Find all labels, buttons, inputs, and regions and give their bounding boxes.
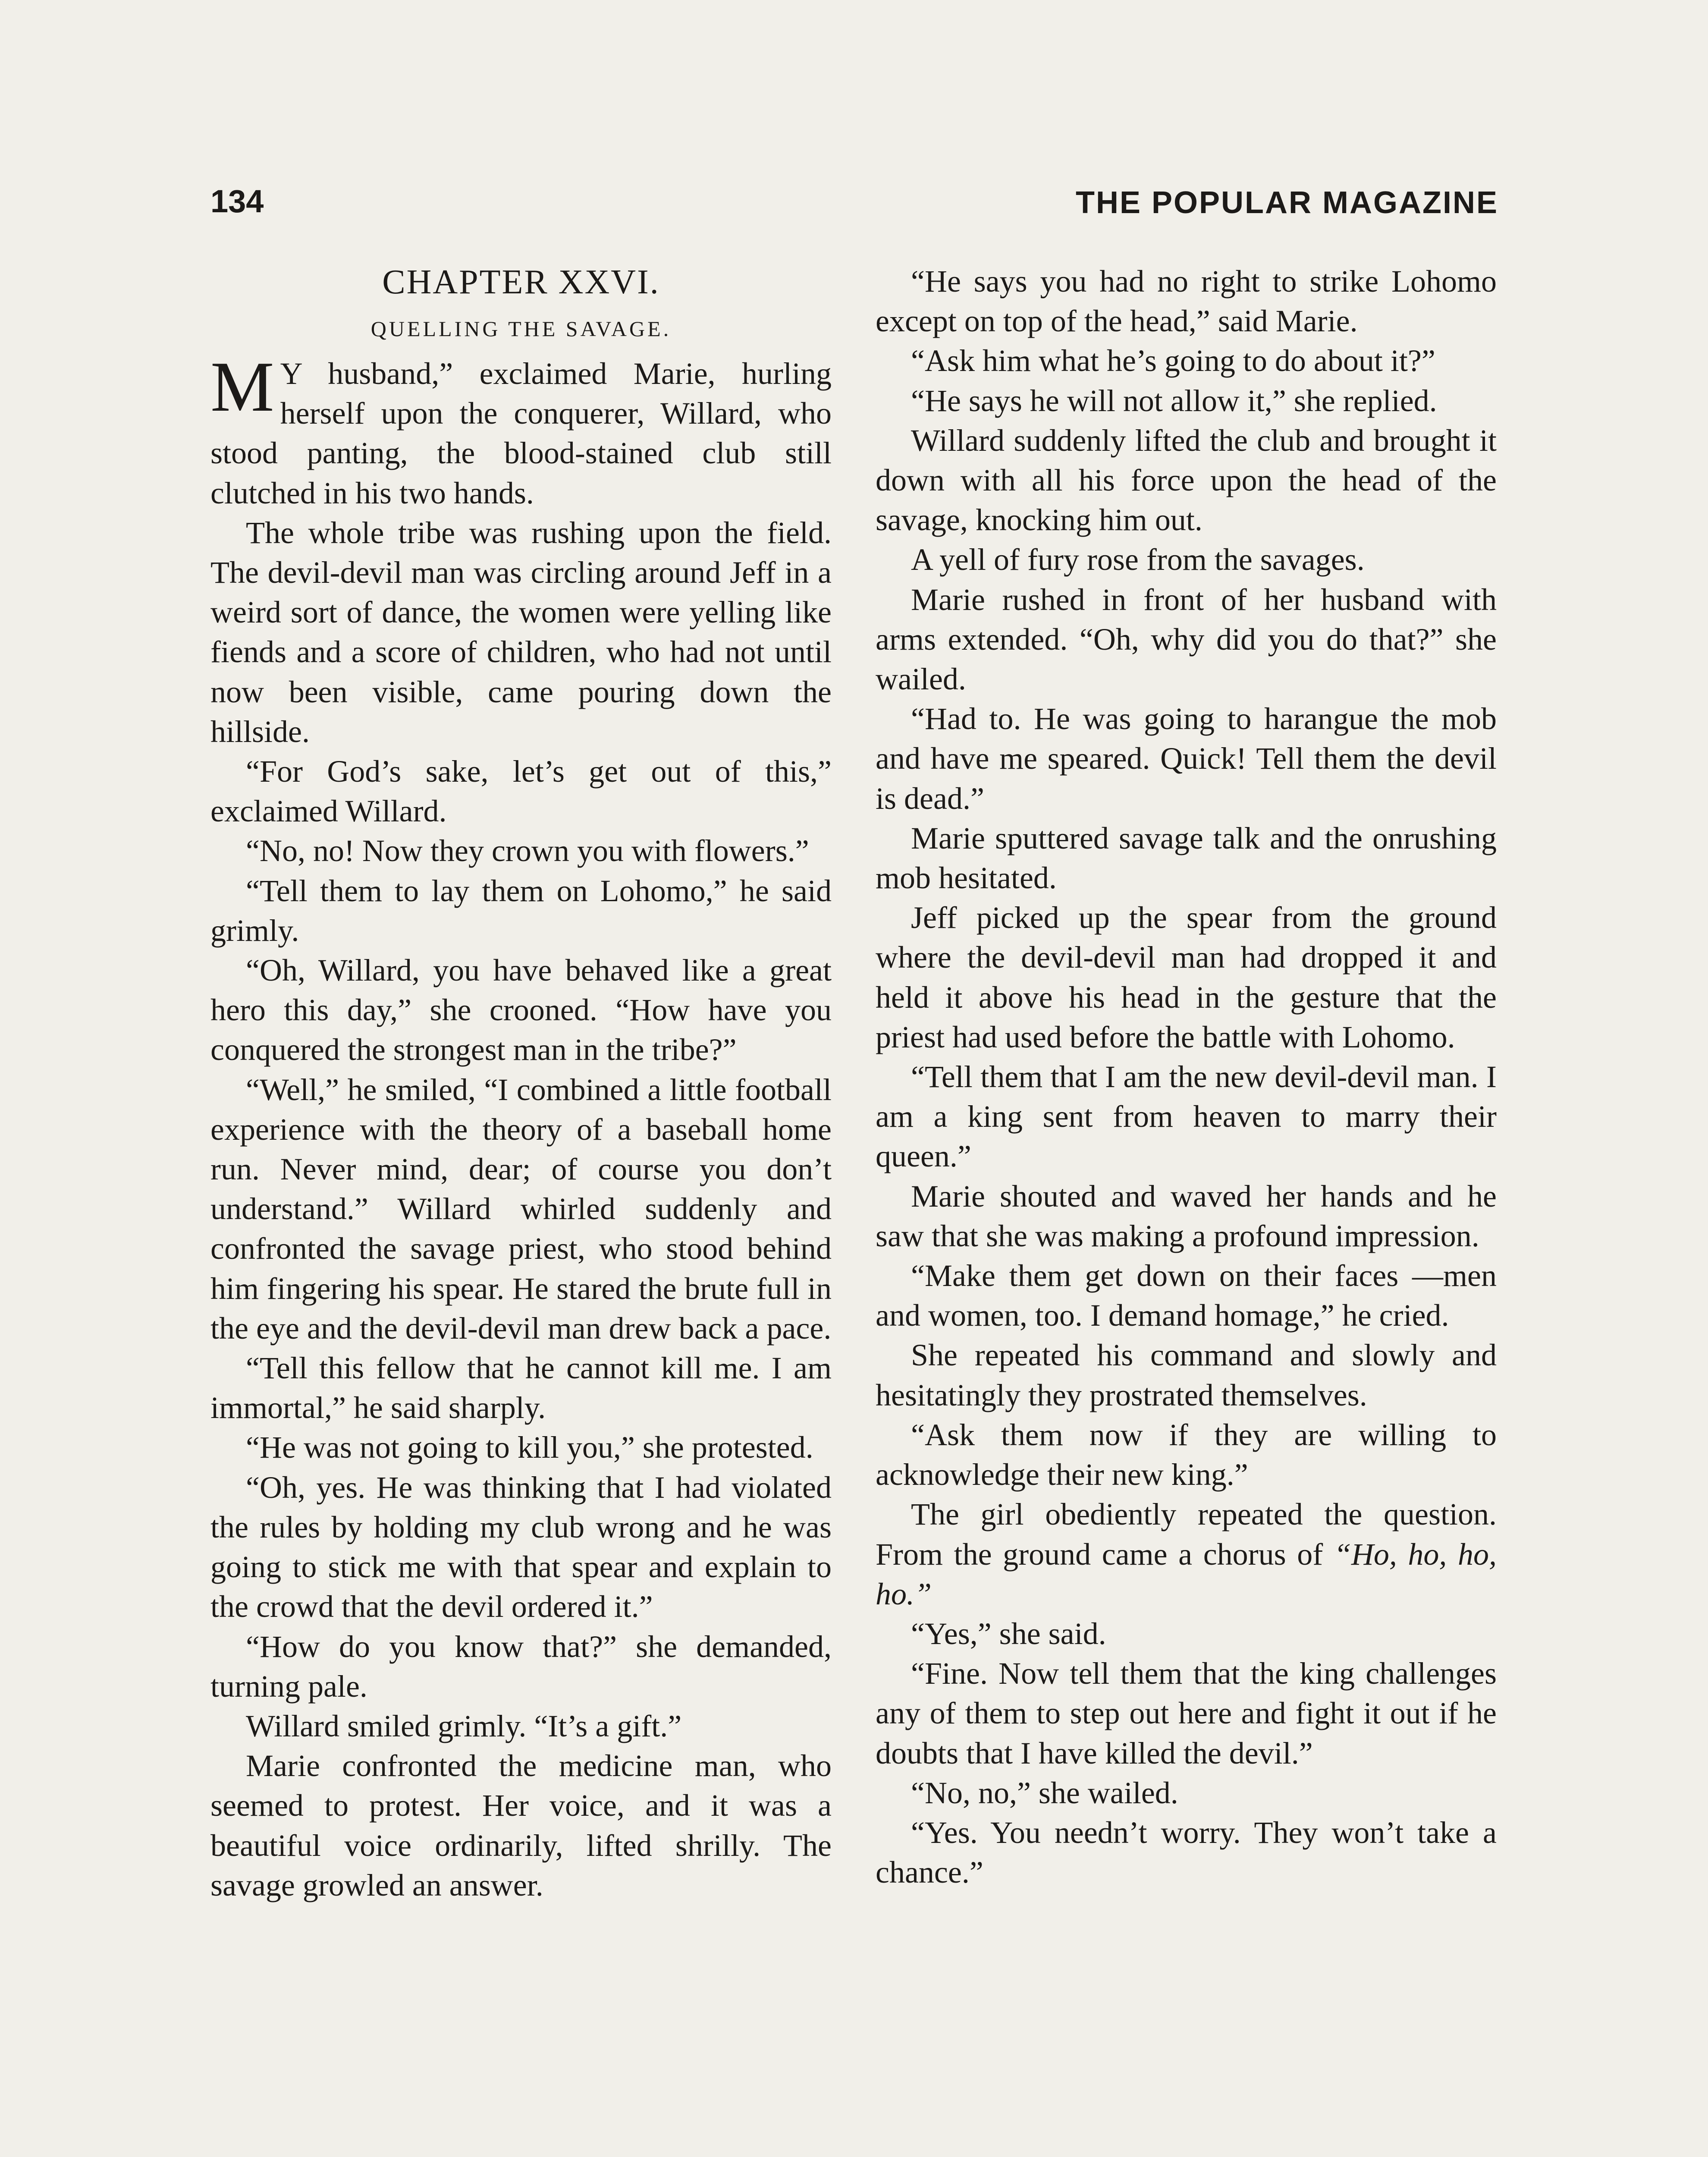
- paragraph: “Yes,” she said.: [911, 1616, 1106, 1651]
- paragraph: Willard smiled grimly. “It’s a gift.”: [246, 1708, 682, 1743]
- paragraph: Marie sputtered savage talk and the onrushing mob hesitated.: [876, 821, 1497, 896]
- paragraph: Marie confronted the medicine man, who seemed to protest. Her voice, and it was a beautiful voice ordinarily, lifted shrilly. The savage growled an answer.: [210, 1748, 832, 1902]
- left-column: [210, 261, 832, 1905]
- paragraph: “No, no,” she wailed.: [911, 1775, 1178, 1810]
- paragraph: She repeated his command and slowly and hesitatingly they prostrated themselves.: [876, 1338, 1497, 1412]
- drop-cap: M: [210, 347, 274, 426]
- paragraph: The whole tribe was rushing upon the field. The devil-devil man was circling around Jeff in a weird sort of dance, the women were yelling like fiends and a score of children, who had not until now been visible, came pouring down the hillside.: [210, 515, 832, 749]
- opening-text: Y husband,” exclaimed Marie, hurling herself upon the conquerer, Willard, who stood panting, the blood-stained club still clutched in his two hands.: [210, 356, 832, 510]
- paragraph: A yell of fury rose from the savages.: [911, 542, 1365, 577]
- paragraph: “Fine. Now tell them that the king challenges any of them to step out here and fight it out if he doubts that I have killed the devil.”: [876, 1656, 1497, 1770]
- paragraph: “Well,” he smiled, “I combined a little football experience with the theory of a baseball home run. Never mind, dear; of course you don’t understand.” Willard whirled suddenly and confronted the savage priest, who stood behind him fingering his spear. He stared the brute full in the eye and the devil-devil man drew back a pace.: [210, 1072, 832, 1346]
- paragraph: “Tell this fellow that he cannot kill me. I am immortal,” he said sharply.: [210, 1351, 832, 1425]
- page-number: 134: [210, 183, 264, 219]
- paragraph-text: The girl obediently repeated the question. From the ground came a chorus of: [876, 1497, 1497, 1572]
- paragraph: [876, 1494, 1497, 1614]
- paragraph: Jeff picked up the spear from the ground where the devil-devil man had dropped it and held it above his head in the gesture that the priest had used before the battle with Lohomo.: [876, 900, 1497, 1054]
- paragraph: “Oh, yes. He was thinking that I had violated the rules by holding my club wrong and he was going to stick me with that spear and explain to the crowd that the devil ordered it.”: [210, 1470, 832, 1624]
- paragraph: “Oh, Willard, you have behaved like a great hero this day,” she crooned. “How have you conquered the strongest man in the tribe?”: [210, 953, 832, 1067]
- chapter-subtitle: QUELLING THE SAVAGE.: [370, 317, 672, 341]
- paragraph: “Tell them to lay them on Lohomo,” he said grimly.: [210, 873, 832, 948]
- paragraph: Willard suddenly lifted the club and brought it down with all his force upon the head of the savage, knocking him out.: [876, 423, 1497, 538]
- chapter-title: CHAPTER XXVI.: [382, 263, 660, 301]
- paragraph: “For God’s sake, let’s get out of this,” exclaimed Willard.: [210, 754, 832, 829]
- paragraph: “No, no! Now they crown you with flowers.”: [246, 833, 809, 868]
- paragraph: “Had to. He was going to harangue the mob and have me speared. Quick! Tell them the devil is dead.”: [876, 701, 1497, 816]
- paragraph: “He says he will not allow it,” she replied.: [911, 383, 1437, 418]
- running-head: THE POPULAR MAGAZINE: [1075, 186, 1498, 220]
- opening-paragraph: [210, 347, 832, 513]
- paragraph: “How do you know that?” she demanded, turning pale.: [210, 1629, 832, 1704]
- paragraph: “Ask him what he’s going to do about it?”: [911, 343, 1435, 378]
- paragraph: “Ask them now if they are willing to acknowledge their new king.”: [876, 1417, 1497, 1492]
- chorus-italic: “Ho, ho, ho, ho.”: [876, 1537, 1497, 1611]
- paragraph: Marie rushed in front of her husband with arms extended. “Oh, why did you do that?” she wailed.: [876, 582, 1497, 697]
- paragraph: Marie shouted and waved her hands and he saw that she was making a profound impression.: [876, 1179, 1497, 1253]
- paragraph: “Tell them that I am the new devil-devil man. I am a king sent from heaven to marry their queen.”: [876, 1060, 1497, 1174]
- paragraph: “He says you had no right to strike Lohomo except on top of the head,” said Marie.: [876, 264, 1497, 339]
- paragraph: “Make them get down on their faces —men and women, too. I demand homage,” he cried.: [876, 1258, 1497, 1333]
- paragraph: “He was not going to kill you,” she protested.: [246, 1430, 813, 1465]
- paragraph: “Yes. You needn’t worry. They won’t take a chance.”: [876, 1815, 1497, 1890]
- right-column: [876, 261, 1497, 1892]
